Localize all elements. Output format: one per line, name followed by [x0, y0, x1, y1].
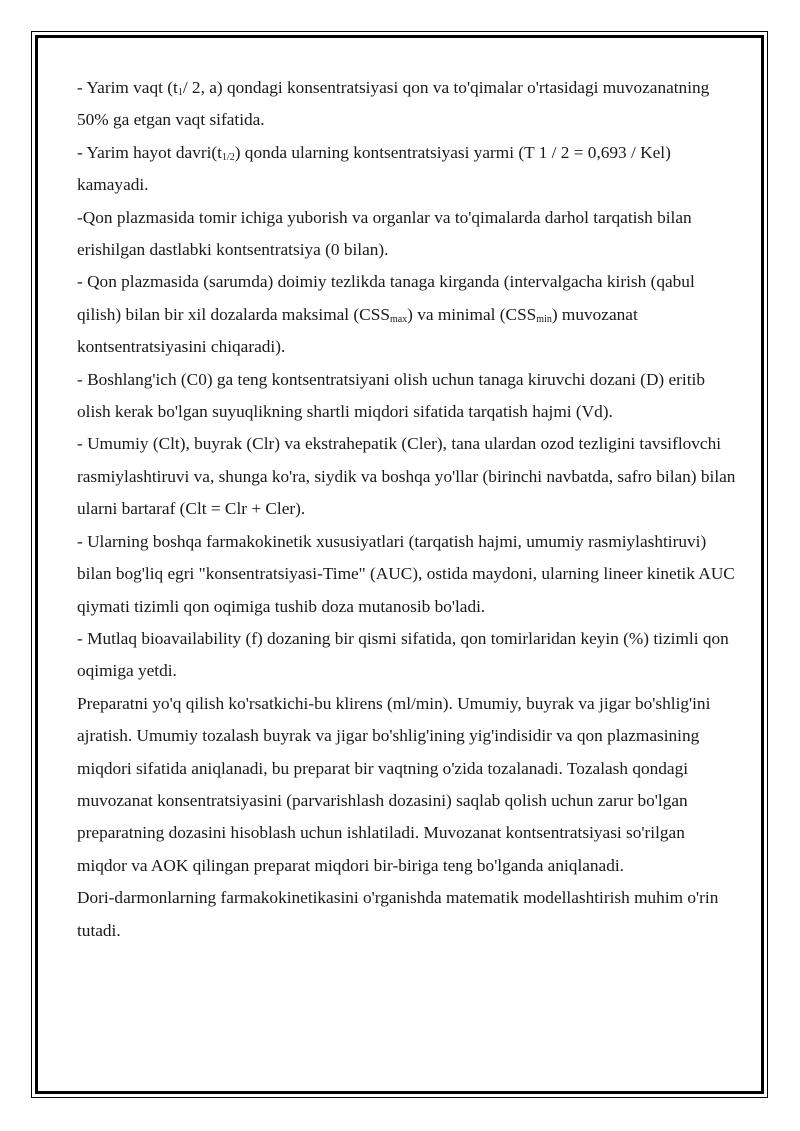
- paragraph-elimination: Preparatni yo'q qilish ko'rsatkichi-bu klirens (ml/min). Umumiy, buyrak va jigar bo'shlig'ini ajratish. Umumiy tozalash buyrak va jigar bo'shlig'ining yig'indisidir va qon plazmasining miqdori sifatida aniqlanadi, bu preparat bir vaqtning o'zida tozalanadi. Tozalash qondagi muvozanat konsentratsiyasini (parvarishlash dozasini) saqlab qolish uchun zarur bo'lgan preparatning dozasini hisoblash uchun ishlatiladi. Muvozanat kontsentratsiyasi so'rilgan miqdor va AOK qilingan preparat miqdori bir-biriga teng bo'lganda aniqlanadi.: [77, 693, 711, 875]
- paragraph-bioavailability: - Mutlaq bioavailability (f) dozaning bir qismi sifatida, qon tomirlaridan keyin (%) tizimli qon oqimiga yetdi.: [77, 628, 729, 681]
- paragraph-half-life: - Yarim hayot $davri(t_{1/2})$ qonda ularning kontsentratsiyasi yarmi (T 1 / 2 = 0,693 / Kel) kamayadi.: [77, 142, 671, 195]
- document-body: [77, 72, 737, 947]
- paragraph-half-time: - Yarim vaqt ($t_1/$ 2, a) qondagi konsentratsiyasi qon va to'qimalar o'rtasidagi muvozanatning 50% ga etgan vaqt sifatida.: [77, 78, 710, 130]
- paragraph-auc: - Ularning boshqa farmakokinetik xususiyatlari (tarqatish hajmi, umumiy rasmiylashtiruvi) bilan bog'liq egri "konsentratsiyasi-Time" (AUC), ostida maydoni, ularning lineer kinetik AUC qiymati tizimli qon oqimiga tushib doza mutanosib bo'ladi.: [77, 531, 735, 616]
- paragraph-modeling: Dori-darmonlarning farmakokinetikasini o'rganishda matematik modellashtirish muhim o'rin tutadi.: [77, 888, 719, 940]
- paragraph-steady-state: - Qon plazmasida (sarumda) doimiy tezlikda tanaga kirganda (intervalgacha kirish (qabul qilish) bilan bir xil dozalarda maksimal $(CSS_{max})$ va minimal $(CSS_{min})$ muvozanat kontsentratsiyasini chiqaradi).: [77, 272, 695, 357]
- paragraph-clearance: - Umumiy (Clt), buyrak (Clr) va ekstrahepatik (Cler), tana ulardan ozod tezligini tavsiflovchi rasmiylashtiruvi va, shunga ko'ra, siydik va boshqa yo'llar (birinchi navbatda, safro bilan) bilan ularni bartaraf (Clt = Clr + Cler).: [77, 434, 736, 519]
- paragraph-initial-concentration: -Qon plazmasida tomir ichiga yuborish va organlar va to'qimalarda darhol tarqatish bilan erishilgan dastlabki kontsentratsiya (0 bilan).: [77, 207, 692, 260]
- paragraph-volume-distribution: - Boshlang'ich (C0) ga teng kontsentratsiyani olish uchun tanaga kiruvchi dozani (D) eritib olish kerak bo'lgan suyuqlikning shartli miqdori sifatida tarqatish hajmi (Vd).: [77, 369, 705, 422]
